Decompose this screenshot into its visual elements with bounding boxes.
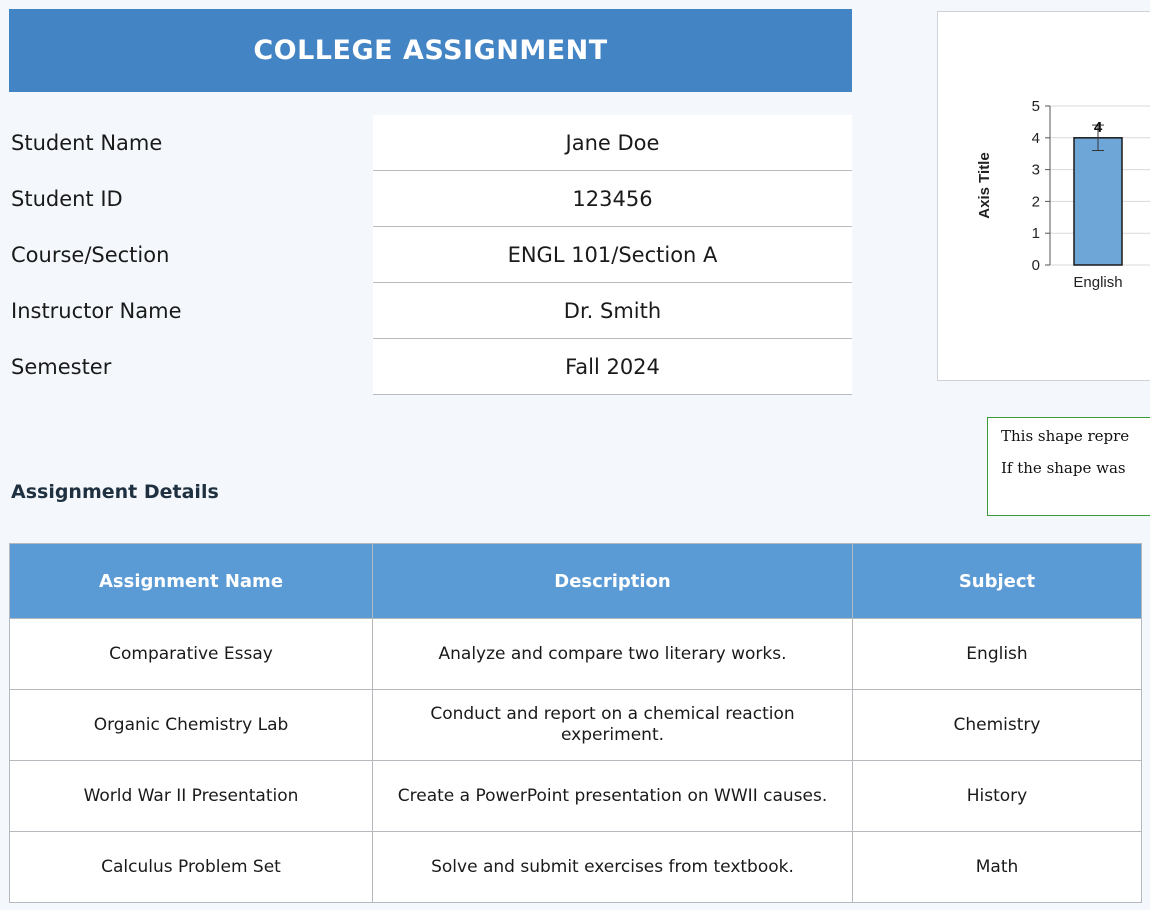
info-value[interactable]: Fall 2024: [373, 339, 852, 395]
description-cell[interactable]: Analyze and compare two literary works.: [373, 619, 853, 690]
assignments-table: [9, 543, 1142, 903]
column-header[interactable]: Description: [373, 544, 853, 619]
info-label: Student Name: [9, 115, 373, 171]
info-label: Course/Section: [9, 227, 373, 283]
y-tick-label: 0: [1031, 257, 1040, 274]
assignment-name-cell[interactable]: Comparative Essay: [10, 619, 373, 690]
y-tick-label: 2: [1031, 193, 1040, 211]
page-title: COLLEGE ASSIGNMENT: [9, 9, 852, 92]
subject-cell[interactable]: Chemistry: [853, 690, 1142, 761]
table-row: [10, 761, 1142, 832]
y-tick-label: 5: [1031, 98, 1040, 115]
note-line: This shape repre: [1001, 427, 1130, 445]
y-axis-title: Axis Title: [976, 152, 993, 219]
data-label: 4: [1093, 118, 1103, 136]
info-row: [9, 283, 852, 339]
info-value[interactable]: Dr. Smith: [373, 283, 852, 339]
assignment-name-cell[interactable]: Calculus Problem Set: [10, 832, 373, 903]
description-cell[interactable]: Conduct and report on a chemical reaction experiment.: [373, 690, 853, 761]
note-shape[interactable]: [987, 417, 1150, 516]
y-tick-label: 4: [1031, 129, 1040, 147]
description-cell[interactable]: Create a PowerPoint presentation on WWII causes.: [373, 761, 853, 832]
subject-cell[interactable]: History: [853, 761, 1142, 832]
y-tick-label: 1: [1031, 225, 1040, 243]
info-row: [9, 227, 852, 283]
assignment-name-cell[interactable]: World War II Presentation: [10, 761, 373, 832]
table-row: [10, 690, 1142, 761]
subject-cell[interactable]: Math: [853, 832, 1142, 903]
table-row: [10, 619, 1142, 690]
info-value[interactable]: 123456: [373, 171, 852, 227]
info-label: Instructor Name: [9, 283, 373, 339]
section-heading: Assignment Details: [11, 481, 219, 503]
info-row: [9, 115, 852, 171]
bar: [1074, 138, 1122, 265]
table-row: [10, 832, 1142, 903]
info-label: Student ID: [9, 171, 373, 227]
assignment-name-cell[interactable]: Organic Chemistry Lab: [10, 690, 373, 761]
column-header[interactable]: Assignment Name: [10, 544, 373, 619]
y-tick-label: 3: [1031, 161, 1040, 179]
x-tick-label: English: [1073, 274, 1123, 291]
info-value[interactable]: ENGL 101/Section A: [373, 227, 852, 283]
note-line: If the shape was: [1001, 459, 1126, 477]
column-header[interactable]: Subject: [853, 544, 1142, 619]
info-label: Semester: [9, 339, 373, 395]
bar-chart: [938, 12, 1150, 382]
student-info-table: [9, 115, 852, 395]
description-cell[interactable]: Solve and submit exercises from textbook.: [373, 832, 853, 903]
chart-panel[interactable]: [937, 11, 1150, 381]
info-value[interactable]: Jane Doe: [373, 115, 852, 171]
subject-cell[interactable]: English: [853, 619, 1142, 690]
table-header-row: [10, 544, 1142, 619]
info-row: [9, 171, 852, 227]
info-row: [9, 339, 852, 395]
